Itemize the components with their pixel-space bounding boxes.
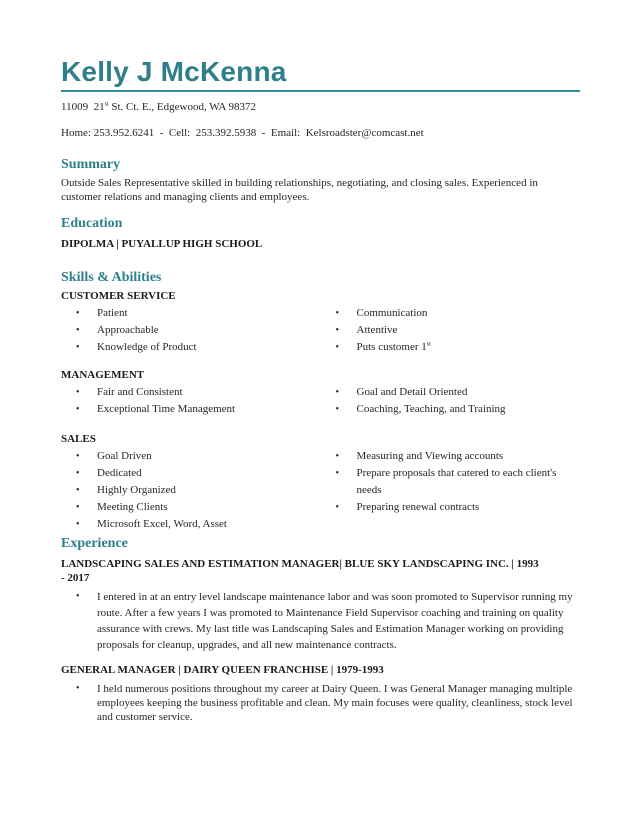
sales-skills: [61, 448, 580, 533]
bullet-icon: •: [76, 342, 80, 353]
list-item: • I held numerous positions throughout my career at Dairy Queen. I was General Manager managing multiple employees keeping the business profitable and clean. My main focuses were quality, cleanliness, stock level and customer service.: [76, 683, 573, 723]
bullet-icon: •: [76, 502, 80, 513]
experience-heading: Experience: [61, 536, 128, 551]
bullet-icon: •: [76, 387, 80, 398]
list-item: • Communication: [321, 305, 581, 322]
list-item: • Goal and Detail Oriented: [321, 384, 581, 401]
list-item: • Preparing renewal contracts: [321, 499, 581, 516]
bullet-icon: •: [335, 387, 340, 398]
education-entry: DIPOLMA | PUYALLUP HIGH SCHOOL: [61, 238, 263, 250]
list-item: • Exceptional Time Management: [61, 401, 321, 418]
list-item: • Goal Driven: [61, 448, 321, 465]
skills-heading: Skills & Abilities: [61, 270, 162, 285]
bullet-icon: •: [76, 308, 80, 319]
management-skills: [61, 384, 580, 418]
list-item: • Measuring and Viewing accounts: [321, 448, 581, 465]
list-item: • Fair and Consistent: [61, 384, 321, 401]
bullet-icon: •: [76, 451, 80, 462]
skill-list-right: [321, 305, 581, 356]
bullet-icon: •: [335, 308, 340, 319]
skill-list-left: [61, 448, 321, 533]
list-item: • Highly Organized: [61, 482, 321, 499]
bullet-icon: •: [76, 591, 80, 602]
contact-line: Home: 253.952.6241 - Cell: 253.392.5938 - Email: Kelsroadster@comcast.net: [61, 127, 424, 139]
candidate-name: Kelly J McKenna: [61, 56, 287, 87]
job-details: [61, 682, 580, 724]
education-heading: Education: [61, 216, 123, 231]
summary-heading: Summary: [61, 157, 121, 172]
list-item: • Prepare proposals that catered to each client's needs: [335, 467, 557, 496]
address-street-number: 21: [93, 101, 105, 113]
customer-service-skills: [61, 305, 580, 356]
skill-list-left: [61, 305, 321, 356]
skill-list-right: [321, 448, 581, 533]
list-item: • Puts customer 1st: [321, 339, 581, 356]
address-line: [61, 100, 580, 114]
job-title: LANDSCAPING SALES AND ESTIMATION MANAGER| BLUE SKY LANDSCAPING INC. | 1993 - 2017: [61, 558, 539, 584]
bullet-icon: •: [76, 519, 80, 530]
list-item: • Coaching, Teaching, and Training: [321, 401, 581, 418]
resume-page: [61, 56, 580, 724]
header-divider: [61, 90, 580, 92]
skill-category-customer-service: CUSTOMER SERVICE: [61, 290, 176, 302]
skill-category-sales: SALES: [61, 433, 96, 445]
list-item: • Microsoft Excel, Word, Asset: [61, 516, 321, 533]
bullet-icon: •: [335, 342, 340, 353]
bullet-icon: •: [335, 468, 340, 479]
bullet-icon: •: [335, 451, 340, 462]
list-item: • Dedicated: [61, 465, 321, 482]
list-item: • Approachable: [61, 322, 321, 339]
address-street-rest: St. Ct. E., Edgewood, WA 98372: [111, 101, 256, 113]
list-item: • Knowledge of Product: [61, 339, 321, 356]
skill-list-right: [321, 384, 581, 418]
summary-text: Outside Sales Representative skilled in building relationships, negotiating, and closing sales. Experienced in customer relations and managing clients and employees.: [61, 177, 538, 203]
bullet-icon: •: [76, 468, 80, 479]
skill-category-management: MANAGEMENT: [61, 369, 145, 381]
bullet-icon: •: [76, 683, 80, 694]
skill-list-left: [61, 384, 321, 418]
address-number: 11009: [61, 101, 89, 113]
bullet-icon: •: [335, 325, 340, 336]
bullet-icon: •: [76, 485, 80, 496]
list-item: • Meeting Clients: [61, 499, 321, 516]
list-item: • Attentive: [321, 322, 581, 339]
list-item: • I entered in at an entry level landscape maintenance labor and was soon promoted to Supervisor running my route. After a few years I was promoted to Maintenance Field Supervisor coaching and training on quality assurance with crews. My last title was Landscaping Sales and Estimation Manager working on providing proposals for cleanup, upgrades, and all new maintenance contracts.: [76, 591, 573, 651]
bullet-icon: •: [335, 502, 340, 513]
bullet-icon: •: [76, 325, 80, 336]
job-title: GENERAL MANAGER | DAIRY QUEEN FRANCHISE | 1979-1993: [61, 664, 384, 676]
bullet-icon: •: [76, 404, 80, 415]
list-item: • Patient: [61, 305, 321, 322]
job-details: [61, 589, 580, 653]
address-street-suffix: st: [104, 101, 109, 108]
bullet-icon: •: [335, 404, 340, 415]
